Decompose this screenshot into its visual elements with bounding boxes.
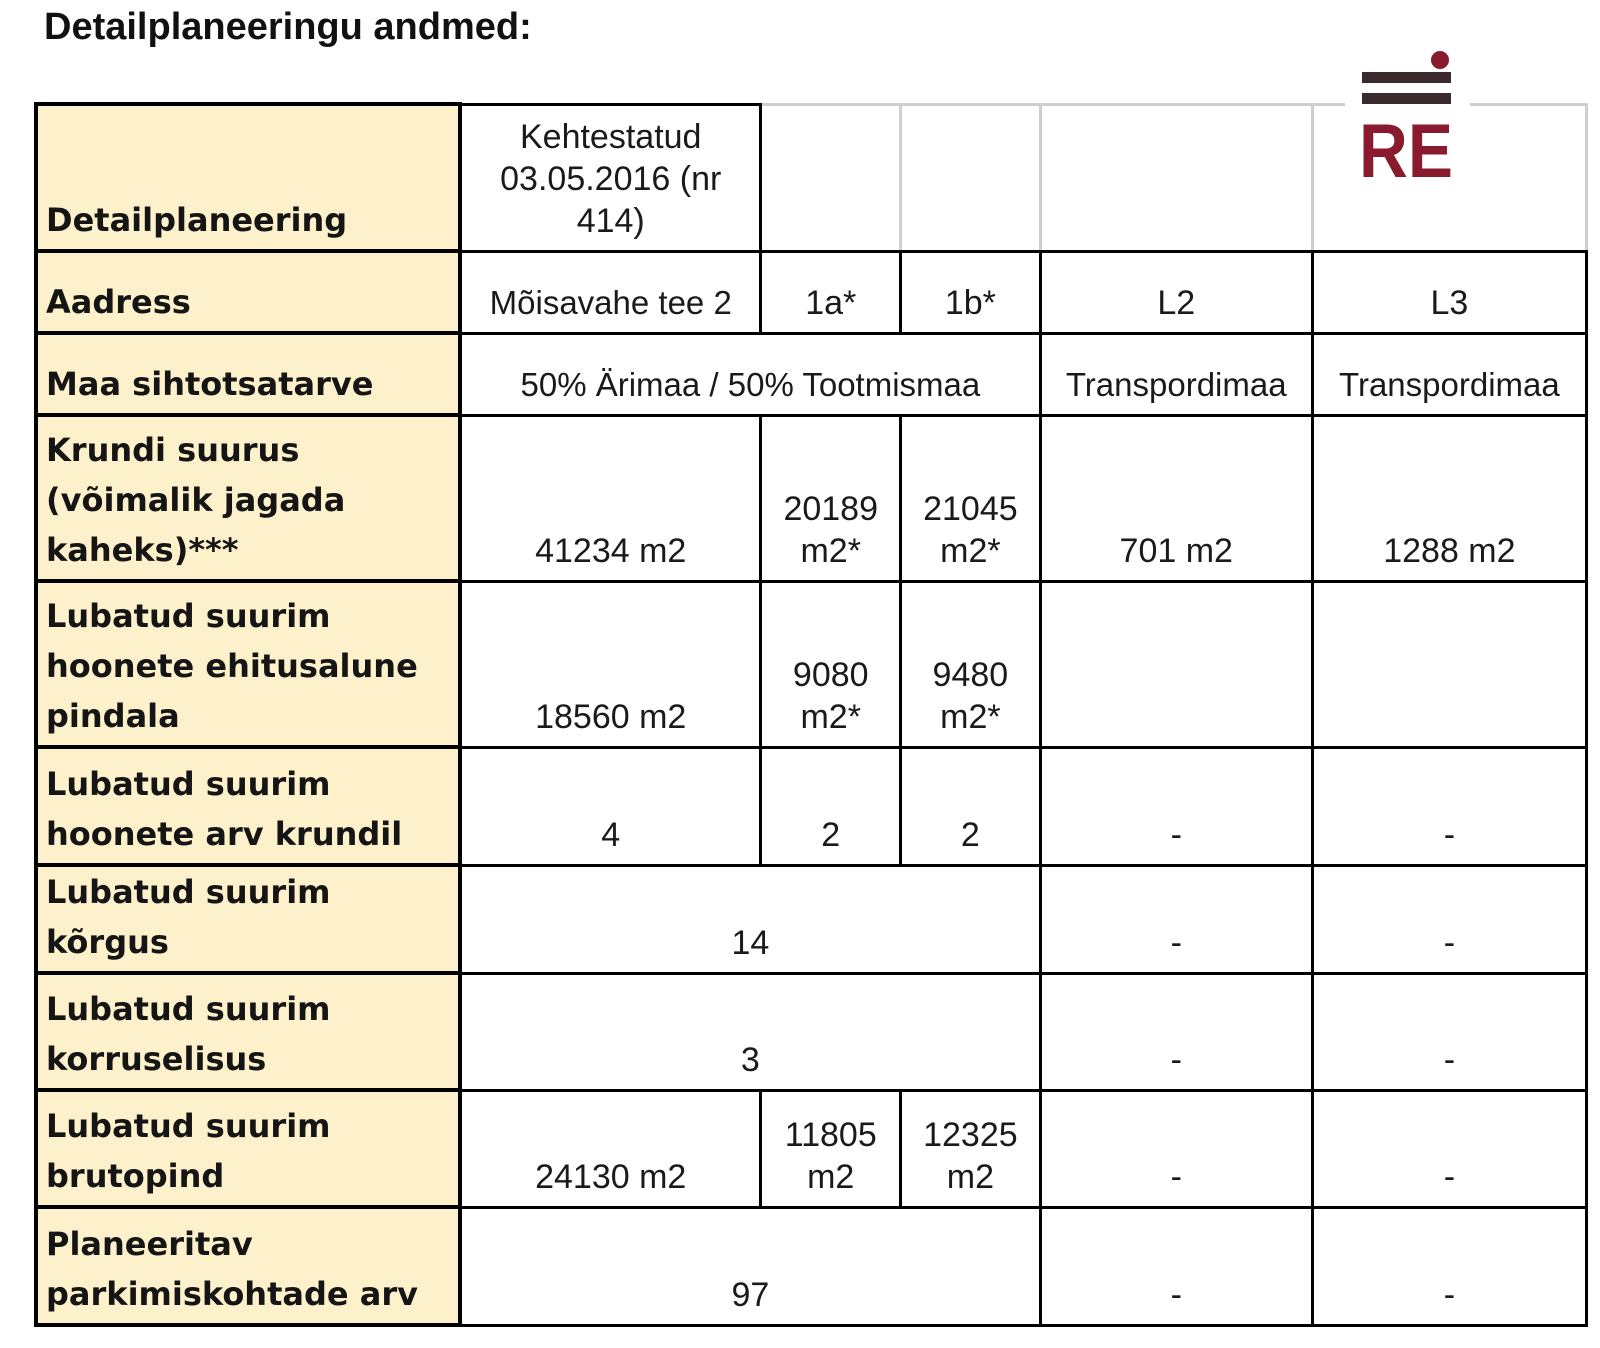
cell-plot-size-1b: 21045 m2* — [901, 415, 1041, 581]
cell-gross-area-l2: - — [1040, 1090, 1312, 1207]
detailed-plan-table — [34, 102, 1588, 1327]
row-label-floors: Lubatud suurim korruselisus — [36, 973, 460, 1090]
cell-floors-l2: - — [1040, 973, 1312, 1090]
cell-footprint-l2 — [1040, 581, 1312, 747]
cell-address-1b: 1b* — [901, 251, 1041, 333]
cell-height-l2: - — [1040, 865, 1312, 973]
cell-empty — [901, 104, 1041, 251]
cell-detail-plan-value: Kehtestatud 03.05.2016 (nr 414) — [460, 104, 761, 251]
table-row-floors — [36, 973, 1587, 1090]
cell-address-l3: L3 — [1312, 251, 1586, 333]
table-row-land-purpose — [36, 333, 1587, 415]
cell-plot-size-l2: 701 m2 — [1040, 415, 1312, 581]
cell-building-count-main: 4 — [460, 747, 761, 865]
row-label-height: Lubatud suurim kõrgus — [36, 865, 460, 973]
cell-address-l2: L2 — [1040, 251, 1312, 333]
cell-land-purpose-l3: Transpordimaa — [1312, 333, 1586, 415]
cell-gross-area-main: 24130 m2 — [460, 1090, 761, 1207]
row-label-footprint: Lubatud suurim hoonete ehitusalune pindala — [36, 581, 460, 747]
cell-building-count-1b: 2 — [901, 747, 1041, 865]
cell-empty — [761, 104, 901, 251]
cell-address-1a: 1a* — [761, 251, 901, 333]
row-label-plot-size: Krundi suurus (võimalik jagada kaheks)*** — [36, 415, 460, 581]
cell-gross-area-1b: 12325 m2 — [901, 1090, 1041, 1207]
cell-height-main: 14 — [460, 865, 1040, 973]
logo-text: RE — [1359, 109, 1453, 188]
cell-footprint-1a: 9080 m2* — [761, 581, 901, 747]
cell-gross-area-l3: - — [1312, 1090, 1586, 1207]
re-logo-icon — [1345, 48, 1470, 188]
table-row-height — [36, 865, 1587, 973]
table-row-plot-size — [36, 415, 1587, 581]
row-label-building-count: Lubatud suurim hoonete arv krundil — [36, 747, 460, 865]
cell-land-purpose-l2: Transpordimaa — [1040, 333, 1312, 415]
cell-building-count-l3: - — [1312, 747, 1586, 865]
row-label-gross-area: Lubatud suurim brutopind — [36, 1090, 460, 1207]
row-label-land-purpose: Maa sihtotsatarve — [36, 333, 460, 415]
cell-building-count-l2: - — [1040, 747, 1312, 865]
cell-gross-area-1a: 11805 m2 — [761, 1090, 901, 1207]
row-label-detail-plan: Detailplaneering — [36, 104, 460, 251]
cell-plot-size-l3: 1288 m2 — [1312, 415, 1586, 581]
re-logo — [1345, 48, 1470, 188]
cell-empty — [1040, 104, 1312, 251]
cell-building-count-1a: 2 — [761, 747, 901, 865]
cell-address-main: Mõisavahe tee 2 — [460, 251, 761, 333]
cell-footprint-main: 18560 m2 — [460, 581, 761, 747]
table-row-footprint — [36, 581, 1587, 747]
table-row-building-count — [36, 747, 1587, 865]
cell-parking-main: 97 — [460, 1207, 1040, 1325]
cell-footprint-1b: 9480 m2* — [901, 581, 1041, 747]
cell-floors-main: 3 — [460, 973, 1040, 1090]
page-title: Detailplaneeringu andmed: — [44, 6, 532, 48]
cell-footprint-l3 — [1312, 581, 1586, 747]
cell-plot-size-main: 41234 m2 — [460, 415, 761, 581]
table-row-address — [36, 251, 1587, 333]
table-row-gross-area — [36, 1090, 1587, 1207]
cell-parking-l2: - — [1040, 1207, 1312, 1325]
row-label-parking: Planeeritav parkimiskohtade arv — [36, 1207, 460, 1325]
cell-land-purpose-main: 50% Ärimaa / 50% Tootmismaa — [460, 333, 1040, 415]
cell-parking-l3: - — [1312, 1207, 1586, 1325]
cell-floors-l3: - — [1312, 973, 1586, 1090]
row-label-address: Aadress — [36, 251, 460, 333]
cell-plot-size-1a: 20189 m2* — [761, 415, 901, 581]
cell-height-l3: - — [1312, 865, 1586, 973]
table-row-parking — [36, 1207, 1587, 1325]
